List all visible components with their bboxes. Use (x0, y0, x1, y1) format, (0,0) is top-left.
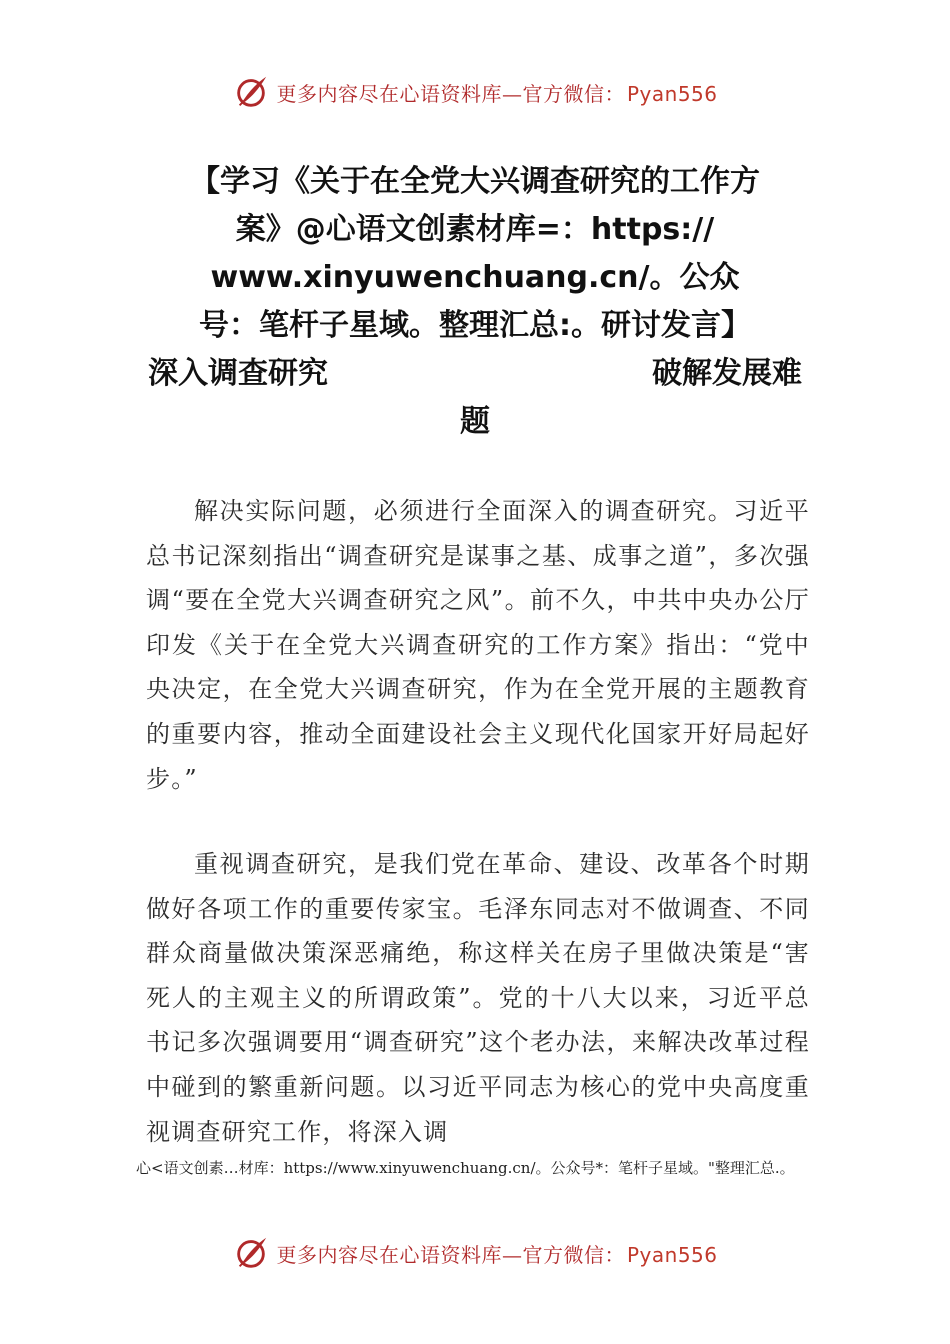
title-line: 【学习《关于在全党大兴调查研究的工作方 (190, 164, 760, 199)
footnote: 心<语文创素…材库：https://www.xinyuwenchuang.cn/。公众号*：笔杆子星域。"整理汇总.。 (136, 1159, 795, 1177)
footer-banner (0, 1233, 950, 1273)
header-banner (0, 72, 950, 112)
title-subject-left: 深入调查研究 (148, 356, 328, 391)
title-line: 号：笔杆子星域。整理汇总:。研讨发言】 (199, 308, 751, 343)
banner-text: 更多内容尽在心语资料库—官方微信： Pyan556 (276, 81, 718, 106)
title-line: www.xinyuwenchuang.cn/。公众 (210, 260, 740, 295)
feather-pen-logo-icon (232, 1234, 270, 1272)
document-title (140, 158, 810, 446)
title-line: 案》@心语文创素材库=：https:// (235, 212, 715, 247)
title-subject-right: 破解发展难 (652, 356, 802, 391)
feather-pen-logo-icon (232, 73, 270, 111)
title-line: 题 (460, 404, 490, 439)
wechat-id: Pyan556 (626, 81, 718, 106)
banner-text: 更多内容尽在心语资料库—官方微信： Pyan556 (276, 1242, 718, 1267)
body-paragraph: 解决实际问题，必须进行全面深入的调查研究。习近平总书记深刻指出“调查研究是谋事之基、成事之道”，多次强调“要在全党大兴调查研究之风”。前不久，中共中央办公厅印发《关于在全党大兴调查研究的工作方案》指出：“党中央决定，在全党大兴调查研究，作为在全党开展的主题教育的重要内容，推动全面建设社会主义现代化国家开好局起好步。” (146, 497, 810, 793)
title-line-split (140, 350, 810, 398)
wechat-id: Pyan556 (626, 1242, 718, 1267)
body-paragraph: 重视调查研究，是我们党在革命、建设、改革各个时期做好各项工作的重要传家宝。毛泽东同志对不做调查、不同群众商量做决策深恶痛绝，称这样关在房子里做决策是“害死人的主观主义的所谓政策”。党的十八大以来，习近平总书记多次强调要用“调查研究”这个老办法，来解决改革过程中碰到的繁重新问题。以习近平同志为核心的党中央高度重视调查研究工作，将深入调 (146, 850, 810, 1146)
